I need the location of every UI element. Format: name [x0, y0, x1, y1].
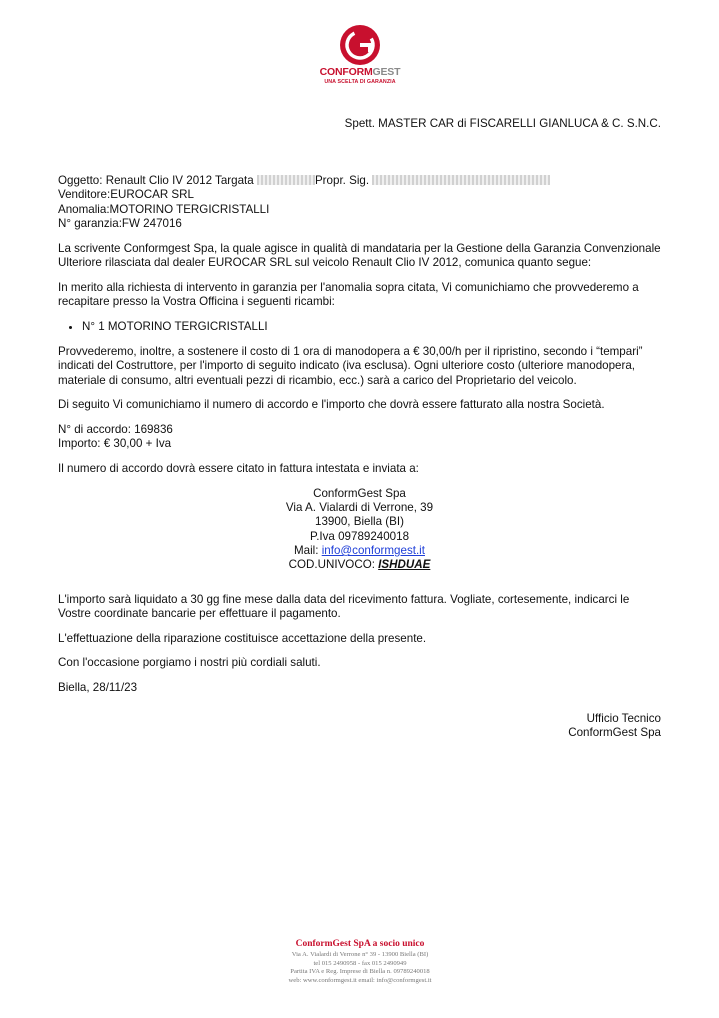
seller-line: Venditore:EUROCAR SRL	[58, 188, 194, 202]
footer-company: ConformGest SpA a socio unico	[295, 939, 425, 949]
billing-mail-line	[58, 544, 661, 558]
paragraph-invoice: Il numero di accordo dovrà essere citato in fattura intestata e inviata a:	[58, 462, 419, 476]
logo-tagline: UNA SCELTA DI GARANZIA	[324, 79, 396, 85]
billing-name: ConformGest Spa	[313, 486, 406, 500]
agreement-number: N° di accordo: 169836	[58, 423, 173, 437]
list-item: • N° 1 MOTORINO TERGICRISTALLI	[82, 320, 661, 334]
billing-code-label: COD.UNIVOCO:	[288, 558, 379, 572]
paragraph-costs: Provvederemo, inoltre, a sostenere il costo di 1 ora di manodopera a € 30,00/h per il ripristino, secondo i “tempari” indicati del Costruttore, per l'importo di seguito indicato (iva esclusa). Ogni ulteriore costo (ulteriore manodopera, materiale di consumo, altri eventuali pezzi di ricambio, ecc.) sarà a carico del Proprietario del veicolo.	[58, 344, 643, 387]
subject-prefix: Oggetto: Renault Clio IV 2012 Targata	[58, 174, 254, 187]
signature-block	[568, 712, 661, 741]
company-logo	[318, 24, 402, 92]
billing-mail-link[interactable]: info@conformgest.it	[321, 544, 425, 558]
billing-address	[58, 487, 661, 573]
paragraph-acceptance: L'effettuazione della riparazione costituisce accettazione della presente.	[58, 631, 427, 645]
parts-list	[58, 320, 661, 334]
subject-line	[58, 174, 661, 188]
billing-mail-label: Mail:	[294, 544, 322, 558]
paragraph-agreement: Di seguito Vi comunichiamo il numero di accordo e l'importo che dovrà essere fatturato alla nostra Società.	[58, 398, 605, 412]
subject-owner-label: Propr. Sig.	[314, 174, 370, 187]
logo-wordmark-part1: CONFORM	[319, 66, 373, 78]
letter-body	[58, 174, 661, 706]
footer-vat: Partita IVA e Reg. Imprese di Biella n. 09789240018	[290, 968, 430, 976]
paragraph-greetings: Con l'occasione porgiamo i nostri più cordiali saluti.	[58, 656, 321, 670]
warranty-number: N° garanzia:FW 247016	[58, 217, 182, 231]
billing-code: ISHDUAE	[378, 558, 431, 572]
footer-phone: tel 015 2490958 - fax 015 2490949	[313, 959, 407, 967]
recipient-line: Spett. MASTER CAR di FISCARELLI GIANLUCA & C. S.N.C.	[344, 117, 661, 130]
billing-city: 13900, Biella (BI)	[315, 515, 404, 529]
logo-wordmark	[318, 67, 402, 78]
billing-street: Via A. Vialardi di Verrone, 39	[285, 501, 434, 515]
anomaly-line: Anomalia:MOTORINO TERGICRISTALLI	[58, 202, 270, 216]
redacted-plate	[257, 175, 315, 185]
paragraph-parts: In merito alla richiesta di intervento in garanzia per l'anomalia sopra citata, Vi comunichiamo che provvederemo a recapitare presso la Vostra Officina i seguenti ricambi:	[58, 281, 639, 309]
amount-line: Importo: € 30,00 + Iva	[58, 437, 172, 451]
footer-web: web: www.conformgest.it email: info@conformgest.it	[288, 976, 432, 984]
billing-vat: P.Iva 09789240018	[309, 529, 410, 543]
page-footer	[180, 938, 540, 985]
billing-code-line	[58, 558, 661, 572]
footer-address: Via A. Vialardi di Verrone n° 39 - 13900 Biella (BI)	[291, 951, 429, 958]
paragraph-intro: La scrivente Conformgest Spa, la quale agisce in qualità di mandataria per la Gestione della Garanzia Convenzionale Ulteriore rilasciata dal dealer EUROCAR SRL sul veicolo Renault Clio IV 2012, comunica quanto segue:	[58, 241, 661, 270]
signature-office: Ufficio Tecnico	[586, 712, 661, 725]
signature-company: ConformGest Spa	[568, 726, 661, 740]
place-date: Biella, 28/11/23	[58, 681, 138, 695]
paragraph-payment: L'importo sarà liquidato a 30 gg fine mese dalla data del ricevimento fattura. Vogliate, cortesemente, indicarci le Vostre coordinate bancarie per effettuare il pagamento.	[58, 592, 630, 621]
conformgest-logo-mark	[339, 24, 381, 66]
redacted-owner-name	[372, 175, 550, 185]
logo-wordmark-part2: GEST	[372, 66, 401, 78]
